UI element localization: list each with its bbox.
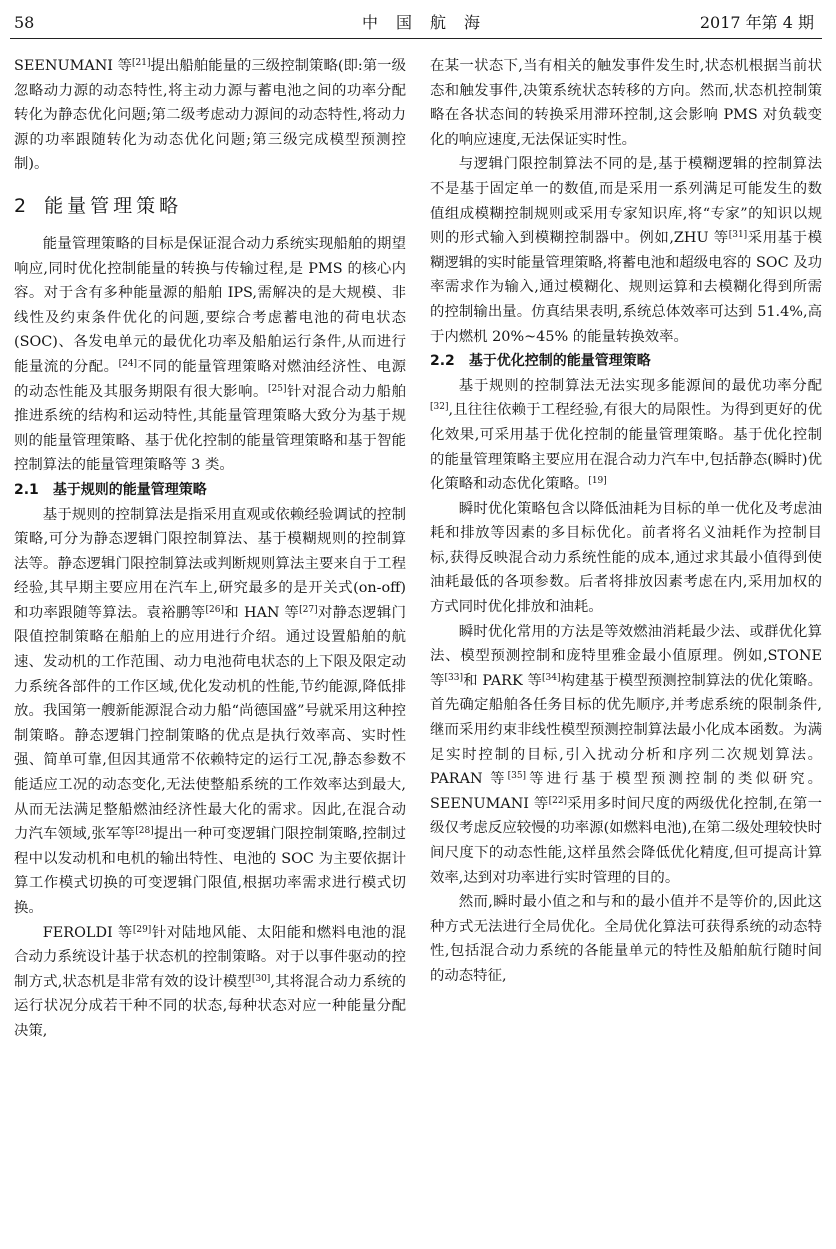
citation: [26] xyxy=(205,604,224,615)
header-rule xyxy=(10,38,822,39)
paragraph-continued: 在某一状态下,当有相关的触发事件发生时,状态机根据当前状态和触发事件,决策系统状态转移的方向。然而,状态机控制策略在各状态间的转换采用滞环控制,这会影响 PMS 对负载变化的响应速度,无法保证实时性。 xyxy=(430,58,822,148)
right-column xyxy=(430,54,822,989)
section-heading: 2 能量管理策略 xyxy=(14,194,183,217)
journal-title: 中国航海 xyxy=(362,13,499,32)
page-header xyxy=(0,0,836,40)
citation: [19] xyxy=(588,476,607,487)
citation: [21] xyxy=(132,58,151,68)
subsection-heading: 2.2 基于优化控制的能量管理策略 xyxy=(430,353,651,370)
citation: [27] xyxy=(299,604,318,615)
subsection-heading: 2.1 基于规则的能量管理策略 xyxy=(14,481,207,498)
citation: [33] xyxy=(444,672,464,683)
citation: [25] xyxy=(267,383,287,394)
paragraph: 瞬时优化常用的方法是等效燃油消耗最少法、或群优化算法、模型预测控制和庞特里雅金最小值原理。例如,STONE 等[33]和 PARK 等[34]构建基于模型预测控制算法的优化策略。首先确定船舶各任务目标的优先顺序,并考虑系统的限制条件,继而采用约束非线性模型预测控制算法最小化成本函数。为满足实时控制的目标,引入扰动分析和序列二次规划算法。PARAN 等[35]等进行基于模型预测控制的类似研究。SEENUMANI 等[22]采用多时间尺度的两级优化控制,在第一级仅考虑反应较慢的功率源(如燃料电池),在第二级处理较快时间尺度下的动态性能,这样虽然会降低优化精度,但可提高计算效率,达到对功率进行实时管理的目的。 xyxy=(430,623,822,886)
paragraph: 能量管理策略的目标是保证混合动力系统实现船舶的期望响应,同时优化控制能量的转换与传输过程,是 PMS 的核心内容。对于含有多种能量源的船舶 IPS,需解决的是大规模、非线性及约束条件优化的问题,要综合考虑蓄电池的荷电状态(SOC)、各发电单元的最优化功率及船舶运行条件,从而进行能量流的分配。[24]不同的能量管理策略对燃油经济性、电源的动态性能及其服务期限有很大影响。[25]针对混合动力船舶推进系统的结构和运动特性,其能量管理策略大致分为基于规则的能量管理策略、基于优化控制的能量管理策略和基于智能控制算法的能量管理策略等 3 类。 xyxy=(14,235,406,474)
citation: [35] xyxy=(507,771,527,782)
citation: [34] xyxy=(541,672,561,683)
left-column xyxy=(14,54,406,1044)
citation: [24] xyxy=(118,358,138,369)
paragraph: 基于规则的控制算法是指采用直观或依赖经验调试的控制策略,可分为静态逻辑门限控制算法、基于模糊规则的控制算法等。静态逻辑门限控制算法或判断规则算法主要来自于工程经验,其早期主要应用在汽车上,研究最多的是开关式(on-off)和功率跟随等算法。袁裕鹏等[26]和 HAN 等[27]对静态逻辑门限值控制策略在船舶上的应用进行介绍。通过设置船舶的航速、发动机的工作范围、动力电池荷电状态的上下限及限定动力系统各部件的工作区域,优化发动机的性能,节约能源,降低排放。我国第一艘新能源混合动力船“尚德国盛”号就采用这种控制策略。静态逻辑门控制策略的优点是执行效率高、实时性强、简单可靠,但因其通常不依赖特定的运行工况,静态参数不能适应工况的动态变化,无法使整船系统的工作效率达到最大,从而无法满足整船燃油经济性最大化的需求。因此,在混合动力汽车领域,张军等[28]提出一种可变逻辑门限控制策略,控制过程中以发动机和电机的输出特性、电池的 SOC 为主要依据计算工作模式切换的可变逻辑门限值,根据功率需求进行模式切换。 xyxy=(14,506,406,916)
intro-paragraph: SEENUMANI 等[21]提出船舶能量的三级控制策略(即:第一级忽略动力源的动态特性,将主动力源与蓄电池之间的功率分配转化为静态优化问题;第二级考虑动力源间的动态特性,将动力源的功率跟随转化为动态优化问题;第三级完成模型预测控制)。 xyxy=(14,58,406,173)
paragraph: 瞬时优化策略包含以降低油耗为目标的单一优化及考虑油耗和排放等因素的多目标优化。前者将名义油耗作为控制目标,获得反映混合动力系统性能的成本,通过求其最小值得到使油耗最低的各项参数。后者将排放因素考虑在内,采用加权的方式同时优化排放和油耗。 xyxy=(430,500,822,616)
paragraph: FEROLDI 等[29]针对陆地风能、太阳能和燃料电池的混合动力系统设计基于状态机的控制策略。对于以事件驱动的控制方式,状态机是非常有效的设计模型[30],其将混合动力系统的运行状况分成若干种不同的状态,每种状态对应一种能量分配决策, xyxy=(14,924,407,1039)
citation: [28] xyxy=(135,826,154,837)
citation: [31] xyxy=(728,230,748,241)
citation: [30] xyxy=(251,973,271,984)
paragraph: 基于规则的控制算法无法实现多能源间的最优功率分配[32],且往往依赖于工程经验,有很大的局限性。为得到更好的优化效果,可采用基于优化控制的能量管理策略。基于优化控制的能量管理策略主要应用在混合动力汽车中,包括静态(瞬时)优化策略和动态优化策略。[19] xyxy=(430,377,822,493)
paragraph: 与逻辑门限控制算法不同的是,基于模糊逻辑的控制算法不是基于固定单一的数值,而是采用一系列满足可能发生的数值组成模糊控制规则或采用专家知识库,将“专家”的知识以规则的形式输入到模糊控制器中。例如,ZHU 等[31]采用基于模糊逻辑的实时能量管理策略,将蓄电池和超级电容的 SOC 及功率需求作为输入,通过模糊化、规则运算和去模糊化得到所需的控制输出量。仿真结果表明,系统总体效率可达到 51.4%,高于内燃机 20%~45% 的能量转换效率。 xyxy=(430,156,822,345)
issue-info: 2017 年第 4 期 xyxy=(699,13,814,32)
citation: [22] xyxy=(548,795,568,806)
citation: [29] xyxy=(132,924,152,935)
paragraph: 然而,瞬时最小值之和与和的最小值并不是等价的,因此这种方式无法进行全局优化。全局优化算法可获得系统的动态特性,包括混合动力系统的各能量单元的特性及船舶航行随时间的动态特征, xyxy=(430,894,822,984)
citation: [32] xyxy=(430,402,449,413)
page-number: 58 xyxy=(14,13,35,32)
